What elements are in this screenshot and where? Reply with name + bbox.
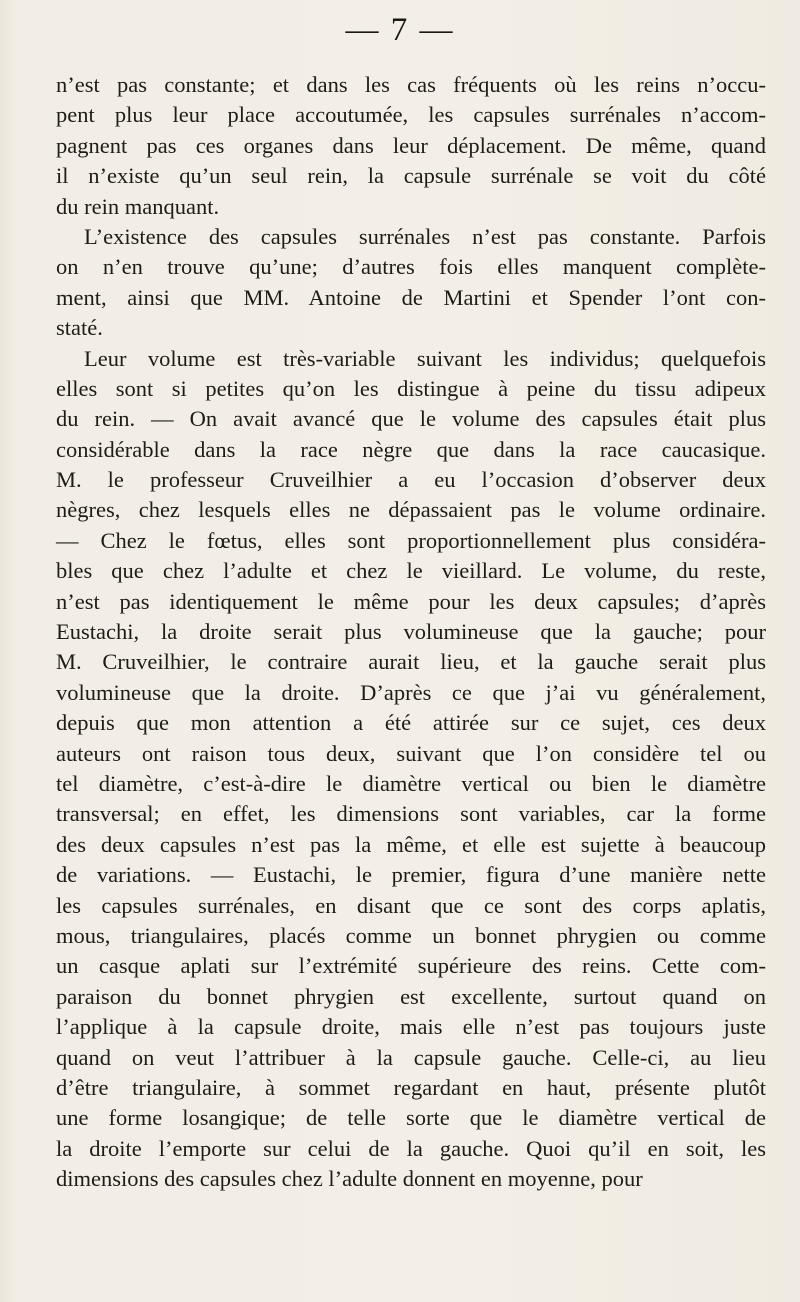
- text-line: dimensions des capsules chez l’adulte donnent en moyenne, pour: [56, 1166, 643, 1192]
- text-line: ment, ainsi que MM. Antoine de Martini et Spender l’ont con-: [56, 284, 766, 310]
- text-line: n’est pas constante; et dans les cas fréquents où les reins n’occu-: [56, 72, 766, 97]
- text-line: on n’en trouve qu’une; d’autres fois elles manquent complète-: [56, 254, 766, 280]
- text-line: bles que chez l’adulte et chez le vieillard. Le volume, du reste,: [56, 558, 766, 584]
- text-line: il n’existe qu’un seul rein, la capsule surrénale se voit du côté: [56, 163, 766, 189]
- text-line: quand on veut l’attribuer à la capsule gauche. Celle-ci, au lieu: [56, 1044, 766, 1070]
- text-line: auteurs ont raison tous deux, suivant que l’on considère tel ou: [56, 740, 766, 766]
- text-line: tel diamètre, c’est-à-dire le diamètre vertical ou bien le diamètre: [56, 770, 766, 796]
- text-line: M. Cruveilhier, le contraire aurait lieu, et la gauche serait plus: [56, 649, 766, 675]
- text-line: Eustachi, la droite serait plus volumineuse que la gauche; pour: [56, 619, 766, 645]
- text-line: des deux capsules n’est pas la même, et elle est sujette à beaucoup: [56, 831, 766, 857]
- text-line: l’applique à la capsule droite, mais elle n’est pas toujours juste: [56, 1014, 766, 1040]
- text-line: pagnent pas ces organes dans leur déplacement. De même, quand: [56, 132, 766, 158]
- text-line: du rein. — On avait avancé que le volume des capsules était plus: [56, 406, 766, 432]
- body-text: [56, 70, 766, 1194]
- text-line: du rein manquant.: [56, 193, 220, 219]
- text-line: L’existence des capsules surrénales n’est pas constante. Parfois: [84, 223, 766, 249]
- text-line: Leur volume est très-variable suivant les individus; quelquefois: [84, 345, 766, 371]
- text-line: volumineuse que la droite. D’après ce que j’ai vu généralement,: [56, 679, 766, 705]
- text-line: elles sont si petites qu’on les distingue à peine du tissu adipeux: [56, 375, 766, 401]
- text-line: de variations. — Eustachi, le premier, figura d’une manière nette: [56, 862, 766, 888]
- text-line: M. le professeur Cruveilhier a eu l’occasion d’observer deux: [56, 467, 766, 493]
- text-line: un casque aplati sur l’extrémité supérieure des reins. Cette com-: [56, 953, 766, 979]
- text-line: paraison du bonnet phrygien est excellente, surtout quand on: [56, 983, 766, 1009]
- text-line: staté.: [56, 315, 103, 341]
- page-number: — 7 —: [345, 12, 455, 48]
- text-line: pent plus leur place accoutumée, les capsules surrénales n’accom-: [56, 102, 766, 128]
- text-line: nègres, chez lesquels elles ne dépassaient pas le volume ordinaire.: [56, 497, 766, 523]
- text-line: considérable dans la race nègre que dans la race caucasique.: [56, 436, 766, 462]
- text-line: la droite l’emporte sur celui de la gauche. Quoi qu’il en soit, les: [56, 1135, 766, 1161]
- text-line: transversal; en effet, les dimensions sont variables, car la forme: [56, 801, 766, 827]
- text-line: une forme losangique; de telle sorte que le diamètre vertical de: [56, 1105, 766, 1131]
- text-line: d’être triangulaire, à sommet regardant en haut, présente plutôt: [56, 1074, 766, 1100]
- text-line: mous, triangulaires, placés comme un bonnet phrygien ou comme: [56, 922, 766, 948]
- text-line: n’est pas identiquement le même pour les deux capsules; d’après: [56, 588, 766, 614]
- text-line: depuis que mon attention a été attirée sur ce sujet, ces deux: [56, 710, 766, 736]
- text-line: les capsules surrénales, en disant que ce sont des corps aplatis,: [56, 892, 766, 918]
- text-line: — Chez le fœtus, elles sont proportionnellement plus considéra-: [56, 527, 766, 553]
